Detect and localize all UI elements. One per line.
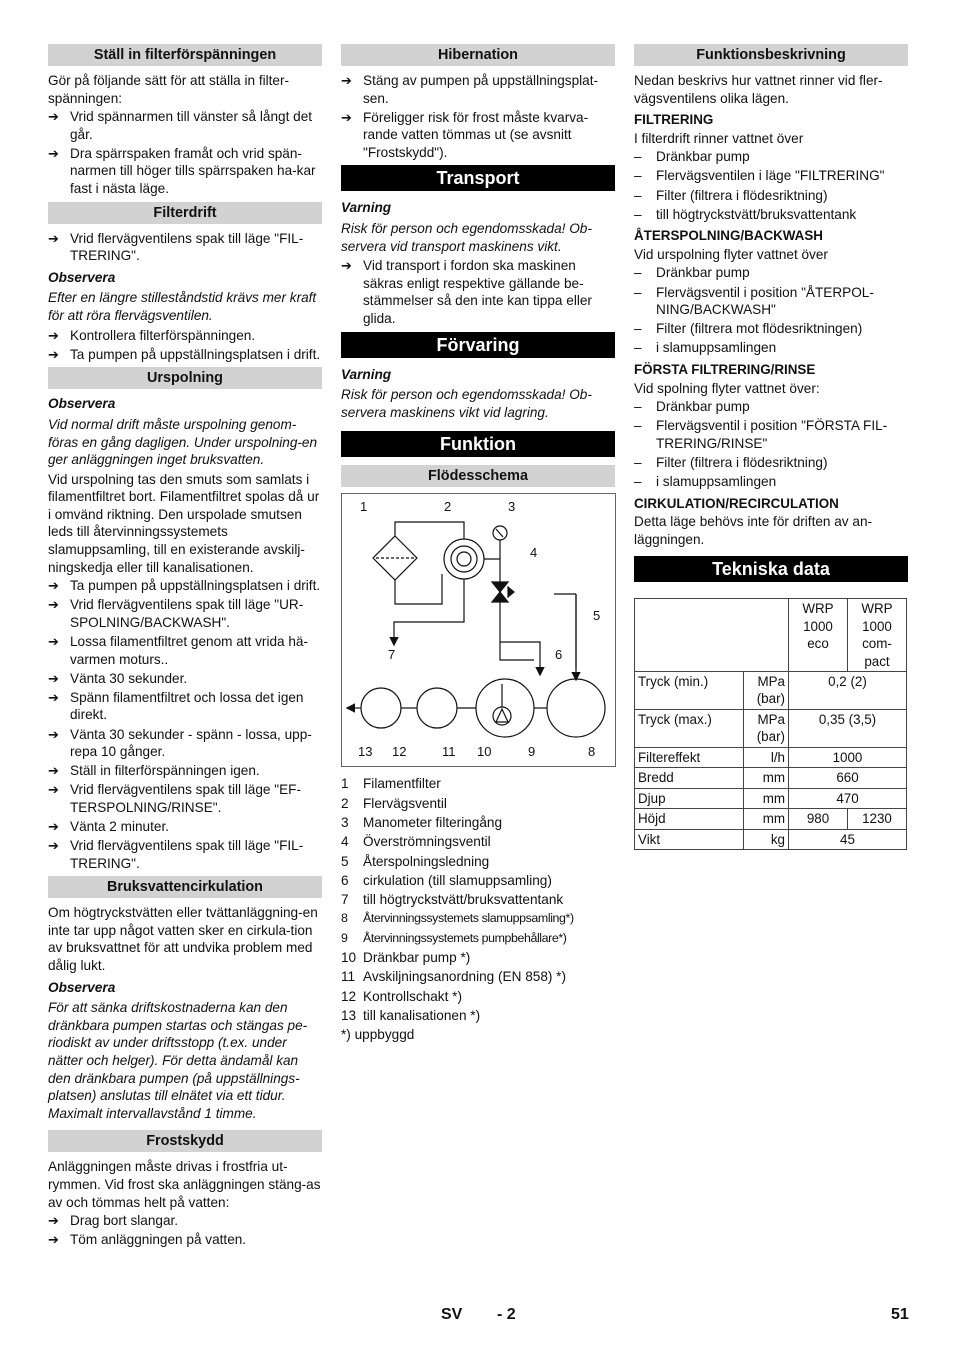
paragraph: Vid urspolning flyter vattnet över	[634, 246, 828, 262]
multiway-valve-shape	[444, 539, 484, 579]
list-item: – Flervägsventil i position "FÖRSTA FIL-TRERING/RINSE"	[634, 418, 888, 451]
diagram-label-1: 1	[360, 499, 368, 515]
warning-text: Risk för person och egendomsskada! Ob-servera vid transport maskinens vikt.	[341, 221, 592, 254]
list-item: – i slamuppsamlingen	[634, 473, 777, 489]
list-item: ➔ Ta pumpen på uppställningsplatsen i drift.	[48, 578, 321, 594]
list-item: ➔ Spänn filamentfiltret och lossa det igen direkt.	[48, 689, 304, 723]
table-row: Vikt kg 45	[635, 829, 907, 849]
diagram-label-8: 8	[588, 744, 596, 760]
control-shaft-shape	[361, 688, 401, 728]
arrow-icon: ➔	[48, 597, 59, 613]
sludge-tank-shape	[547, 679, 605, 737]
step-list	[48, 108, 322, 197]
dash-list	[634, 398, 908, 490]
arrow-icon: ➔	[48, 1232, 59, 1248]
warning-title: Varning	[341, 366, 392, 382]
legend-item: 10 Dränkbar pump *)	[341, 949, 471, 965]
arrow-icon: ➔	[48, 818, 59, 834]
list-item: ➔ Ta pumpen på uppställningsplatsen i drift.	[48, 346, 321, 362]
note-title: Observera	[48, 396, 116, 412]
note-title: Observera	[48, 269, 116, 285]
arrow-icon: ➔	[48, 689, 59, 705]
arrow-icon: ➔	[48, 145, 59, 161]
legend-item: 1 Filamentfilter	[341, 776, 441, 792]
list-item: – Dränkbar pump	[634, 149, 750, 165]
list-item: ➔ Vrid flervägventilens spak till läge "UR-SPOLNING/BACKWASH".	[48, 597, 304, 630]
heading-technical-data: Tekniska data	[634, 556, 908, 582]
column-right	[634, 44, 908, 850]
arrow-icon: ➔	[48, 670, 59, 686]
list-item: ➔ Stäng av pumpen på uppställningsplat-sen.	[341, 73, 599, 106]
legend-item: 7 till högtryckstvätt/bruksvattentank	[341, 892, 564, 908]
step-list	[48, 577, 322, 872]
heading-frost-protection: Frostskydd	[48, 1130, 322, 1152]
heading-function: Funktion	[341, 431, 615, 457]
paragraph: Vid spolning flyter vattnet över:	[634, 380, 820, 396]
table-row: Djup mm 470	[635, 788, 907, 808]
column-middle	[341, 44, 615, 1045]
paragraph: Vid urspolning tas den smuts som samlats i filamentfiltret bort. Filamentfiltret spolas då ur i omvänd riktning. Den urspolade smutsen leds till återvinningssystemets slamuppsamling, till en existerande avskilj-ningskedja eller till kanalisationen.	[48, 471, 320, 575]
technical-data-table	[634, 598, 907, 850]
warning-text: Risk för person och egendomsskada! Ob-servera maskinens vikt vid lagring.	[341, 387, 592, 420]
heading-storage: Förvaring	[341, 332, 615, 358]
legend-item: 9 Återvinningssystemets pumpbehållare*)	[341, 930, 567, 945]
list-item: ➔ Lossa filamentfiltret genom att vrida hä-varmen moturs..	[48, 634, 309, 667]
list-item: ➔ Drag bort slangar.	[48, 1213, 179, 1229]
dash-list	[634, 264, 908, 356]
diagram-label-9: 9	[528, 744, 536, 760]
list-item: ➔ Vrid flervägventilens spak till läge "FIL-TRERING".	[48, 230, 304, 264]
note-text: Efter en längre stilleståndstid krävs mer kraft för att röra flervägsventilen.	[48, 290, 317, 324]
diagram-label-11: 11	[442, 744, 456, 760]
arrow-icon: ➔	[48, 109, 59, 125]
heading-filter-operation: Filterdrift	[48, 202, 322, 224]
table-header-eco: WRP 1000 eco	[789, 599, 848, 672]
list-item: – Dränkbar pump	[634, 399, 750, 415]
subheading-filtration: FILTRERING	[634, 112, 714, 128]
legend-item: 3 Manometer filteringång	[341, 814, 503, 830]
diagram-label-7: 7	[388, 647, 396, 663]
arrow-icon: ➔	[48, 763, 59, 779]
arrow-icon: ➔	[48, 230, 59, 246]
arrow-icon: ➔	[48, 634, 59, 650]
heading-transport: Transport	[341, 165, 615, 191]
legend-item: 13 till kanalisationen *)	[341, 1007, 481, 1023]
legend-footnote: *) uppbyggd	[341, 1027, 415, 1043]
note-text: För att sänka driftskostnaderna kan den dränkbara pumpen startas och stängas pe-riodiskt av under driftsstopp (t.ex. under nätter och helger). För detta ändamål kan den dränkbara pumpen (på uppställnings-platsen) anslutas till elnätet via ett tidur. Maximalt intervallavstånd 1 timme.	[48, 1000, 308, 1121]
legend-item: 4 Överströmningsventil	[341, 834, 491, 850]
table-row: Tryck (min.) MPa (bar) 0,2 (2)	[635, 671, 907, 709]
table-row: Bredd mm 660	[635, 768, 907, 788]
list-item: ➔ Kontrollera filterförspänningen.	[48, 327, 256, 343]
warning-title: Varning	[341, 200, 392, 216]
arrow-icon: ➔	[48, 1213, 59, 1229]
heading-function-description: Funktionsbeskrivning	[634, 44, 908, 66]
paragraph: Anläggningen måste drivas i frostfria ut-rymmen. Vid frost ska anläggningen stäng-as av och tömmas helt på vatten:	[48, 1159, 321, 1210]
legend-item: 6 cirkulation (till slamuppsamling)	[341, 872, 552, 888]
list-item: ➔ Vid transport i fordon ska maskinen säkras enligt respektive gällande be-stämmelser så den inte kan tippa eller glida.	[341, 258, 592, 327]
diagram-label-10: 10	[477, 744, 492, 760]
legend-item: 2 Flervägsventil	[341, 795, 447, 811]
arrow-icon: ➔	[48, 578, 59, 594]
heading-filter-preload: Ställ in filterförspänningen	[48, 44, 322, 66]
heading-water-circulation: Bruksvattencirkulation	[48, 876, 322, 898]
diagram-label-12: 12	[392, 744, 407, 760]
paragraph: Gör på följande sätt för att ställa in filter-spänningen:	[48, 73, 290, 106]
step-list	[341, 72, 615, 161]
list-item: – till högtryckstvätt/bruksvattentank	[634, 206, 857, 222]
diagram-label-5: 5	[593, 608, 601, 624]
list-item: ➔ Vrid flervägventilens spak till läge "EF-TERSPOLNING/RINSE".	[48, 782, 301, 815]
list-item: ➔ Vrid spännarmen till vänster så långt det går.	[48, 109, 313, 142]
arrow-icon: ➔	[341, 258, 352, 274]
subheading-rinse: FÖRSTA FILTRERING/RINSE	[634, 361, 816, 377]
heading-backwash: Urspolning	[48, 367, 322, 389]
arrow-icon: ➔	[48, 838, 59, 854]
list-item: ➔ Vrid flervägventilens spak till läge "FIL-TRERING".	[48, 838, 304, 871]
footer-section: - 2	[497, 1306, 516, 1323]
list-item: – Filter (filtrera mot flödesriktningen)	[634, 321, 863, 337]
step-list	[48, 327, 322, 364]
table-row: Höjd mm 980 1230	[635, 809, 907, 829]
overflow-valve-shape	[492, 582, 508, 592]
list-item: – Filter (filtrera i flödesriktning)	[634, 187, 828, 203]
note-title: Observera	[48, 979, 116, 995]
page-number: 51	[891, 1306, 909, 1323]
table-row: Filtereffekt l/h 1000	[635, 747, 907, 767]
table-header-compact: WRP 1000 com-pact	[848, 599, 907, 672]
legend-item: 8 Återvinningssystemets slamuppsamling*)	[341, 911, 574, 926]
paragraph: Nedan beskrivs hur vattnet rinner vid fler-vägsventilens olika lägen.	[634, 73, 883, 106]
filament-filter-shape	[373, 536, 417, 580]
diagram-label-6: 6	[555, 647, 563, 663]
list-item: – i slamuppsamlingen	[634, 340, 777, 356]
arrow-icon: ➔	[48, 726, 59, 742]
step-list	[341, 257, 615, 327]
dash-list	[634, 148, 908, 223]
diagram-label-3: 3	[508, 499, 516, 515]
subheading-backwash: ÅTERSPOLNING/BACKWASH	[634, 228, 823, 244]
paragraph: Detta läge behövs inte för driften av an-läggningen.	[634, 514, 873, 547]
column-left	[48, 44, 322, 1253]
arrow-icon: ➔	[341, 73, 352, 88]
list-item: – Flervägsventil i position "ÅTERPOL-NING/BACKWASH"	[634, 284, 874, 318]
diagram-label-4: 4	[530, 545, 538, 561]
diagram-label-2: 2	[444, 499, 452, 515]
legend-item: 12 Kontrollschakt *)	[341, 988, 462, 1004]
list-item: – Dränkbar pump	[634, 265, 750, 281]
heading-flow-diagram: Flödesschema	[341, 465, 615, 487]
list-item: ➔ Vänta 30 sekunder - spänn - lossa, upp-repa 10 gånger.	[48, 726, 312, 760]
list-item: ➔ Ställ in filterförspänningen igen.	[48, 763, 260, 779]
list-item: ➔ Dra spärrspaken framåt och vrid spän-narmen till höger tills spärrspaken ha-kar fast i nästa läge.	[48, 145, 316, 197]
paragraph: Om högtryckstvätten eller tvättanläggning-en inte tar upp något vatten sker en cirkula-tion av bruksvattnet för att undvika problem med dålig lukt.	[48, 905, 318, 974]
arrow-icon: ➔	[48, 346, 59, 362]
list-item: ➔ Vänta 30 sekunder.	[48, 670, 188, 686]
footer-language: SV	[441, 1306, 463, 1323]
legend-item: 5 Återspolningsledning	[341, 853, 490, 869]
subheading-recirculation: CIRKULATION/RECIRCULATION	[634, 495, 839, 511]
table-row: Tryck (max.) MPa (bar) 0,35 (3,5)	[635, 709, 907, 747]
heading-hibernation: Hibernation	[341, 44, 615, 66]
arrow-icon: ➔	[48, 782, 59, 798]
list-item: ➔ Vänta 2 minuter.	[48, 818, 169, 834]
list-item: ➔ Töm anläggningen på vatten.	[48, 1232, 247, 1248]
legend-item: 11 Avskiljningsanordning (EN 858) *)	[341, 969, 567, 985]
diagram-legend	[341, 775, 615, 1024]
list-item: – Flervägsventilen i läge "FILTRERING"	[634, 168, 885, 184]
note-text: Vid normal drift måste urspolning genom-föras en gång dagligen. Under urspolning-en ger anläggningen inget bruksvatten.	[48, 416, 318, 468]
flow-diagram	[341, 493, 616, 767]
step-list	[48, 1212, 322, 1249]
table-row	[635, 599, 907, 672]
arrow-icon: ➔	[48, 327, 59, 343]
separator-shape	[417, 688, 457, 728]
list-item: ➔ Föreligger risk för frost måste kvarva-rande vatten tömmas ut (se avsnitt "Frostskydd").	[341, 109, 589, 160]
flow-diagram-svg	[342, 494, 615, 766]
list-item: – Filter (filtrera i flödesriktning)	[634, 454, 828, 470]
step-list	[48, 230, 322, 265]
diagram-label-13: 13	[358, 744, 373, 760]
arrow-icon: ➔	[341, 109, 352, 125]
paragraph: I filterdrift rinner vattnet över	[634, 130, 804, 146]
